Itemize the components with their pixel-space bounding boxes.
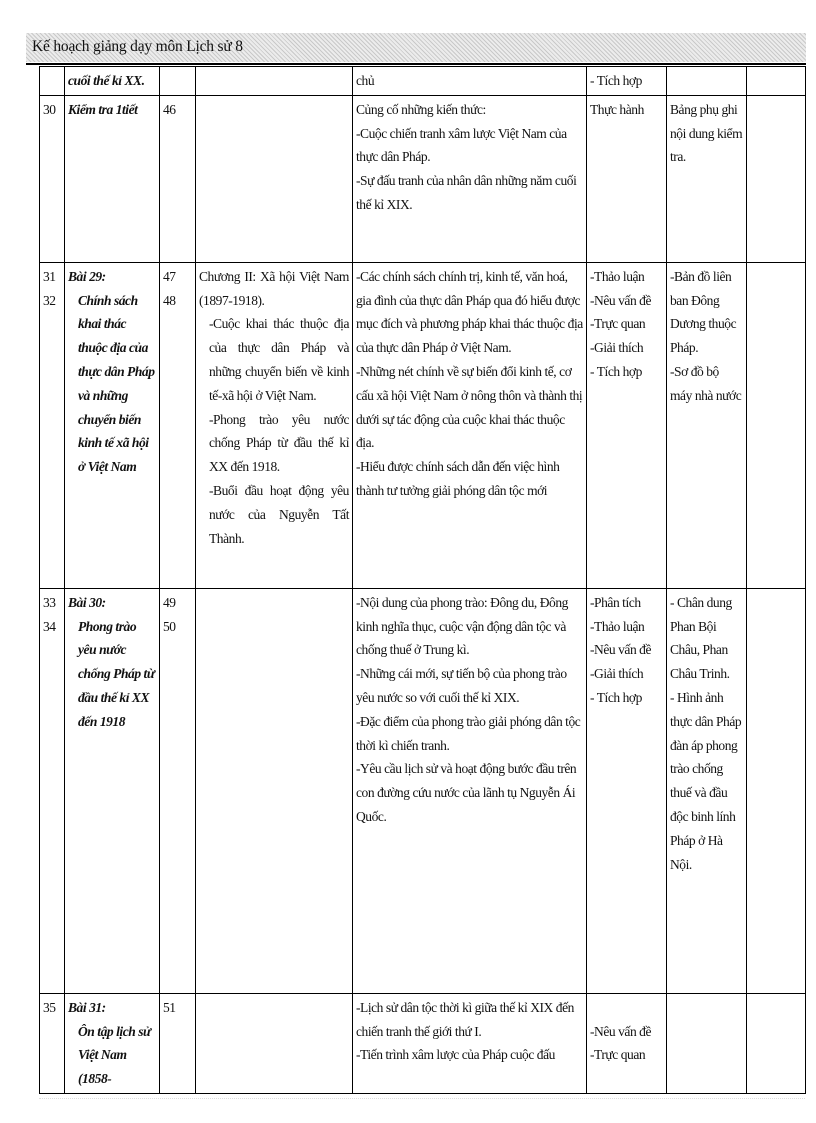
- cell-methods: [587, 95, 667, 262]
- cell-stt: [40, 588, 65, 993]
- cell-materials: [667, 67, 747, 96]
- cell-objectives: [353, 67, 587, 96]
- cell-period: [160, 588, 196, 993]
- cell-materials: [667, 588, 747, 993]
- cell-methods-text: -Trực quan: [590, 316, 646, 332]
- cell-period-text: 49: [163, 594, 176, 610]
- cell-methods-text: -Trực quan: [590, 1047, 646, 1063]
- cell-chapter-text: -Phong trào yêu nước chống Pháp từ đầu thế kỉ XX đến 1918.: [209, 411, 349, 475]
- table-row: [40, 95, 806, 262]
- cell-stt-text: 35: [43, 999, 56, 1015]
- cell-stt-text: 33: [43, 594, 56, 610]
- table-row: [40, 262, 806, 588]
- cell-materials: [667, 993, 747, 1093]
- cell-materials: [667, 95, 747, 262]
- cell-stt-text: 32: [43, 292, 56, 308]
- cell-methods: [587, 262, 667, 588]
- cell-lesson-text: Chính sách khai thác thuộc địa của thực dân Pháp và những chuyển biến kinh tế xã hội ở Việt Nam: [78, 292, 155, 475]
- cell-objectives-text: -Các chính sách chính trị, kinh tế, văn hoá, gia đình của thực dân Pháp qua đó hiểu được mục đích và phương pháp khai thác thuộc địa của thực dân Pháp ở Việt Nam.: [356, 268, 583, 356]
- cell-methods-text: - Tích hợp: [590, 363, 642, 379]
- cell-materials-text: - Hình ảnh thực dân Pháp đàn áp phong trào chống thuế và đầu độc binh lính Pháp ở Hà Nội.: [670, 689, 742, 872]
- cell-chapter: [196, 67, 353, 96]
- cell-lesson-text: Ôn tập lịch sử Việt Nam (1858-: [78, 1023, 151, 1087]
- cell-lesson-text: Phong trào yêu nước chống Pháp từ đầu thế kỉ XX đến 1918: [78, 618, 155, 729]
- cell-empty: [747, 262, 806, 588]
- cell-objectives-text: -Cuộc chiến tranh xâm lược Việt Nam của thực dân Pháp.: [356, 125, 567, 165]
- cell-chapter-text: -Buổi đầu hoạt động yêu nước của Nguyễn Tất Thành.: [209, 482, 349, 546]
- cell-objectives-text: -Lịch sử dân tộc thời kì giữa thế kỉ XIX đến chiến tranh thế giới thứ I.: [356, 999, 574, 1039]
- cell-lesson-text: Bài 29:: [68, 268, 106, 284]
- cell-stt: [40, 262, 65, 588]
- cell-materials-text: - Chân dung Phan Bội Châu, Phan Châu Trinh.: [670, 594, 732, 682]
- lesson-plan-table: [39, 66, 806, 1094]
- cell-period: [160, 262, 196, 588]
- cell-empty: [747, 993, 806, 1093]
- cell-stt-text: 30: [43, 101, 56, 117]
- cell-objectives-text: -Yêu cầu lịch sử và hoạt động bước đầu trên con đường cứu nước của lãnh tụ Nguyễn Ái Quốc.: [356, 761, 577, 824]
- cell-methods-text: [590, 996, 663, 1020]
- cell-objectives-text: -Sự đấu tranh của nhân dân những năm cuối thế kỉ XIX.: [356, 173, 577, 212]
- cell-methods: [587, 993, 667, 1093]
- cell-chapter-text: [199, 98, 349, 122]
- cell-stt-text: [43, 69, 61, 93]
- cell-objectives-text: -Đặc điểm của phong trào giải phóng dân tộc thời kì chiến tranh.: [356, 713, 581, 753]
- cell-methods-text: -Nêu vấn đề: [590, 642, 652, 658]
- cell-methods-text: -Nêu vấn đề: [590, 1023, 652, 1039]
- cell-lesson-text: Kiểm tra 1tiết: [68, 101, 138, 117]
- footer-rule: [39, 1098, 805, 1099]
- cell-objectives-text: chủ: [356, 73, 375, 88]
- cell-methods-text: - Tích hợp: [590, 689, 642, 705]
- cell-stt-text: 31: [43, 268, 56, 284]
- cell-materials-text: [670, 996, 743, 1020]
- cell-period-text: 47: [163, 268, 176, 284]
- cell-chapter-text: Chương II: Xã hội Việt Nam (1897-1918).: [199, 268, 349, 308]
- cell-period: [160, 67, 196, 96]
- cell-empty: [747, 588, 806, 993]
- cell-objectives: [353, 993, 587, 1093]
- header-rule: [26, 63, 806, 65]
- cell-materials-text: [670, 69, 743, 93]
- cell-chapter-text: [199, 996, 349, 1020]
- cell-stt: [40, 993, 65, 1093]
- cell-lesson-text: Bài 30:: [68, 594, 106, 610]
- cell-period-text: 51: [163, 999, 176, 1015]
- cell-methods: [587, 588, 667, 993]
- cell-methods-text: -Nêu vấn đề: [590, 292, 652, 308]
- cell-methods-text: - Tích hợp: [590, 73, 642, 88]
- cell-methods: [587, 67, 667, 96]
- cell-period-text: 50: [163, 618, 176, 634]
- cell-chapter: [196, 588, 353, 993]
- cell-stt: [40, 95, 65, 262]
- cell-chapter-text: [199, 591, 349, 615]
- cell-lesson: [65, 95, 160, 262]
- cell-objectives-text: Củng cố những kiến thức:: [356, 101, 486, 117]
- cell-lesson: [65, 993, 160, 1093]
- page-header-title: Kế hoạch giảng dạy môn Lịch sử 8: [32, 38, 243, 55]
- cell-period: [160, 993, 196, 1093]
- cell-methods-text: -Thảo luận: [590, 618, 645, 634]
- cell-objectives-text: -Nội dung của phong trào: Đông du, Đông kinh nghĩa thục, cuộc vận động dân tộc và chống thuế ở Trung kì.: [356, 594, 568, 658]
- cell-lesson: [65, 262, 160, 588]
- cell-period-text: 48: [163, 292, 176, 308]
- cell-objectives-text: -Những cái mới, sự tiến bộ của phong trào yêu nước so với cuối thế kỉ XIX.: [356, 666, 567, 705]
- cell-empty: [747, 95, 806, 262]
- cell-stt: [40, 67, 65, 96]
- cell-materials-text: -Bản đồ liên ban Đông Dương thuộc Pháp.: [670, 268, 737, 356]
- cell-empty: [747, 67, 806, 96]
- cell-objectives-text: -Những nét chính về sự biến đổi kinh tế, cơ cấu xã hội Việt Nam ở nông thôn và thành thị dưới sự tác động của cuộc khai thác thuộc địa.: [356, 363, 583, 451]
- cell-stt-text: 34: [43, 618, 56, 634]
- cell-objectives: [353, 95, 587, 262]
- cell-lesson-text: cuối thế kỉ XX.: [68, 73, 145, 88]
- cell-methods-text: -Phân tích: [590, 594, 641, 610]
- cell-chapter: [196, 262, 353, 588]
- cell-period-text: 46: [163, 101, 176, 117]
- cell-methods-text: Thực hành: [590, 101, 644, 117]
- cell-lesson-text: Bài 31:: [68, 999, 106, 1015]
- cell-chapter-text: -Cuộc khai thác thuộc địa của thực dân Pháp và những chuyển biến về kinh tế-xã hội ở Việt Nam.: [209, 316, 349, 403]
- cell-objectives-text: -Hiểu được chính sách dẫn đến việc hình thành tư tưởng giải phóng dân tộc mới: [356, 459, 560, 498]
- cell-materials-text: Bảng phụ ghi nội dung kiểm tra.: [670, 101, 743, 165]
- cell-methods-text: -Giải thích: [590, 666, 644, 682]
- cell-period: [160, 95, 196, 262]
- cell-methods-text: -Giải thích: [590, 340, 644, 356]
- cell-chapter: [196, 993, 353, 1093]
- table-row: [40, 993, 806, 1093]
- cell-period-text: [163, 69, 192, 93]
- table-body: [40, 67, 806, 1094]
- cell-chapter: [196, 95, 353, 262]
- cell-materials-text: -Sơ đồ bộ máy nhà nước: [670, 363, 742, 403]
- cell-methods-text: -Thảo luận: [590, 268, 645, 284]
- cell-chapter-text: [199, 69, 349, 93]
- cell-objectives-text: -Tiến trình xâm lược của Pháp cuộc đấu: [356, 1047, 555, 1063]
- table-row: [40, 588, 806, 993]
- page-header-band: [26, 33, 806, 62]
- cell-lesson: [65, 588, 160, 993]
- cell-lesson: [65, 67, 160, 96]
- table-row: [40, 67, 806, 96]
- cell-materials: [667, 262, 747, 588]
- cell-objectives: [353, 262, 587, 588]
- cell-objectives: [353, 588, 587, 993]
